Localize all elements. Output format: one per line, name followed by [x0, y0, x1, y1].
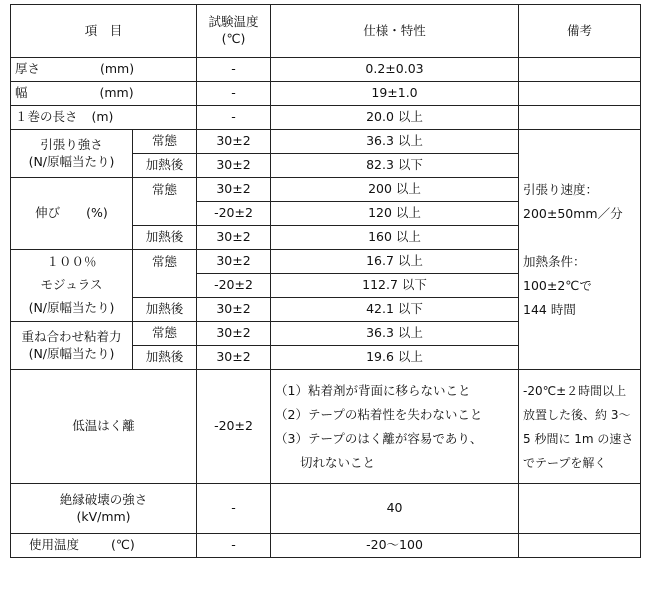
- length-remarks: [519, 106, 641, 130]
- low-temp-label: 低温はく離: [11, 370, 197, 484]
- elongation-unit: (%): [86, 205, 108, 221]
- tensile-cond-normal: 常態: [133, 130, 197, 154]
- low-temp-remark-2: 放置した後、約 3～: [523, 407, 631, 422]
- row-length: [11, 106, 641, 130]
- header-test-temp: [197, 5, 271, 58]
- low-temp-requirements: [271, 370, 519, 484]
- thickness-remarks: [519, 58, 641, 82]
- elongation-value-2: 120 以上: [271, 202, 519, 226]
- elongation-value-3: 160 以上: [271, 226, 519, 250]
- row-service-temp: [11, 534, 641, 558]
- low-temp-req-4: 切れないこと: [275, 454, 376, 470]
- row-thickness: [11, 58, 641, 82]
- adhesion-cond-heated: 加熱後: [133, 346, 197, 370]
- tensile-temp-normal: 30±2: [197, 130, 271, 154]
- tensile-value-normal: 36.3 以上: [271, 130, 519, 154]
- breakdown-label: 絶縁破壊の強さ: [59, 491, 148, 507]
- header-test-temp-unit: (℃): [221, 31, 246, 46]
- adhesion-temp-heated: 30±2: [197, 346, 271, 370]
- length-label: １巻の長さ: [15, 109, 78, 125]
- row-low-temp-peel: [11, 370, 641, 484]
- service-temp-unit: (℃): [111, 537, 135, 553]
- modulus-label-1: １００％: [46, 254, 97, 270]
- low-temp-temp: -20±2: [197, 370, 271, 484]
- remarks-line-5: 100±2℃で: [523, 277, 592, 293]
- row-tensile-normal: [11, 130, 641, 154]
- thickness-label-cell: [11, 58, 197, 82]
- header-spec: 仕様・特性: [271, 5, 519, 58]
- adhesion-label: 重ね合わせ粘着力: [21, 328, 122, 344]
- modulus-value-2: 112.7 以下: [271, 274, 519, 298]
- modulus-temp-2: -20±2: [197, 274, 271, 298]
- service-temp-remarks: [519, 534, 641, 558]
- length-temp: -: [197, 106, 271, 130]
- width-unit: (mm): [99, 85, 134, 101]
- length-value: 20.0 以上: [271, 106, 519, 130]
- length-unit: (m): [91, 109, 114, 125]
- thickness-temp: -: [197, 58, 271, 82]
- header-remarks: 備考: [519, 5, 641, 58]
- modulus-cond-normal: 常態: [133, 250, 197, 298]
- elongation-cond-normal: 常態: [133, 178, 197, 226]
- thickness-value: 0.2±0.03: [271, 58, 519, 82]
- adhesion-cond-normal: 常態: [133, 322, 197, 346]
- width-label-cell: [11, 82, 197, 106]
- spec-table: [10, 4, 641, 558]
- tensile-temp-heated: 30±2: [197, 154, 271, 178]
- width-temp: -: [197, 82, 271, 106]
- breakdown-remarks: [519, 484, 641, 534]
- elongation-label-cell: [11, 178, 133, 250]
- width-remarks: [519, 82, 641, 106]
- modulus-value-3: 42.1 以下: [271, 298, 519, 322]
- modulus-cond-heated: 加熱後: [133, 298, 197, 322]
- adhesion-label-cell: [11, 322, 133, 370]
- low-temp-req-3: （3）テープのはく離が容易であり、: [275, 430, 483, 446]
- remarks-line-6: 144 時間: [523, 301, 576, 317]
- tensile-value-heated: 82.3 以下: [271, 154, 519, 178]
- thickness-label: 厚さ: [15, 61, 41, 77]
- width-value: 19±1.0: [271, 82, 519, 106]
- row-breakdown: [11, 484, 641, 534]
- elongation-cond-heated: 加熱後: [133, 226, 197, 250]
- adhesion-unit: (N/原幅当たり): [28, 345, 115, 361]
- modulus-temp-1: 30±2: [197, 250, 271, 274]
- elongation-value-1: 200 以上: [271, 178, 519, 202]
- low-temp-remark-1: -20℃±２時間以上: [523, 383, 627, 398]
- modulus-unit: (N/原幅当たり): [28, 299, 115, 315]
- header-item: 項 目: [11, 5, 197, 58]
- length-label-cell: [11, 106, 197, 130]
- low-temp-remarks: [519, 370, 641, 484]
- adhesion-temp-normal: 30±2: [197, 322, 271, 346]
- adhesion-value-heated: 19.6 以上: [271, 346, 519, 370]
- service-temp-label: 使用温度: [29, 537, 80, 553]
- remarks-line-1: 引張り速度：: [523, 181, 599, 197]
- elongation-temp-1: 30±2: [197, 178, 271, 202]
- elongation-temp-2: -20±2: [197, 202, 271, 226]
- row-width: [11, 82, 641, 106]
- low-temp-remark-4: でテープを解く: [523, 455, 607, 470]
- header-test-temp-label: 試験温度: [208, 14, 259, 30]
- low-temp-req-2: （2）テープの粘着性を失わないこと: [275, 406, 483, 422]
- breakdown-label-cell: [11, 484, 197, 534]
- service-temp-label-cell: [11, 534, 197, 558]
- tensile-cond-heated: 加熱後: [133, 154, 197, 178]
- elongation-label: 伸び: [35, 205, 61, 221]
- modulus-temp-3: 30±2: [197, 298, 271, 322]
- modulus-label-cell: [11, 250, 133, 322]
- breakdown-temp: -: [197, 484, 271, 534]
- thickness-unit: (mm): [100, 61, 135, 77]
- service-temp-temp: -: [197, 534, 271, 558]
- width-label: 幅: [15, 85, 28, 101]
- remarks-line-4: 加熱条件：: [523, 253, 586, 269]
- adhesion-value-normal: 36.3 以上: [271, 322, 519, 346]
- tensile-label-cell: [11, 130, 133, 178]
- remarks-line-2: 200±50mm／分: [523, 205, 623, 221]
- low-temp-req-1: （1）粘着剤が背面に移らないこと: [275, 382, 471, 398]
- service-temp-value: -20～100: [271, 534, 519, 558]
- remarks-line-3: [523, 226, 636, 250]
- low-temp-remark-3: 5 秒間に 1m の速さ: [523, 431, 634, 446]
- breakdown-unit: (kV/mm): [76, 508, 131, 524]
- modulus-label-2: モジュラス: [40, 277, 103, 293]
- elongation-temp-3: 30±2: [197, 226, 271, 250]
- breakdown-value: 40: [271, 484, 519, 534]
- header-row: [11, 5, 641, 58]
- remarks-test-conditions: [519, 130, 641, 370]
- modulus-value-1: 16.7 以上: [271, 250, 519, 274]
- tensile-label: 引張り強さ: [40, 136, 103, 152]
- tensile-unit: (N/原幅当たり): [28, 153, 115, 169]
